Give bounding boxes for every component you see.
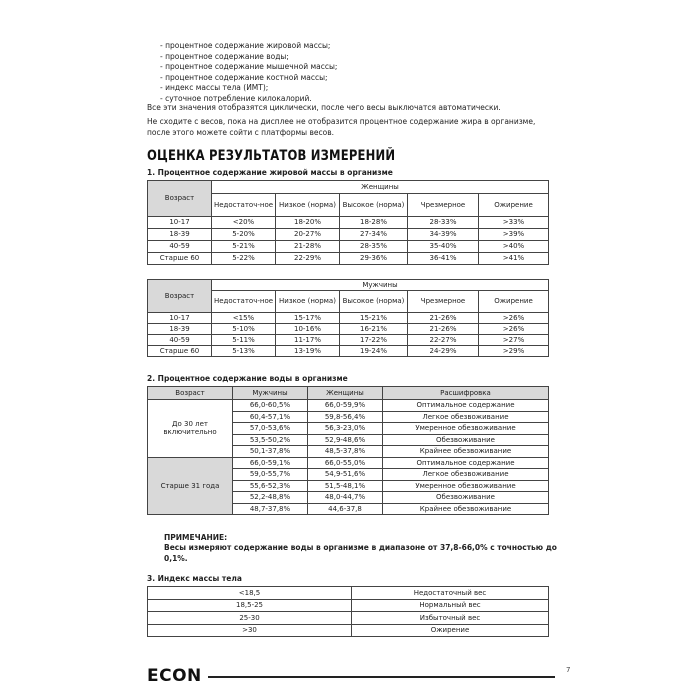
age-group-cell: До 30 лет включительно [148, 400, 233, 458]
table-cell: 54,9-51,6% [308, 469, 383, 481]
table-cell: 60,4-57,1% [233, 411, 308, 423]
column-header: Женщины [308, 387, 383, 400]
table-row [148, 241, 549, 253]
column-header: Низкое (норма) [276, 194, 340, 217]
table-row [148, 612, 549, 625]
section2-title: 2. Процентное содержание воды в организме [147, 374, 348, 383]
footer-divider [208, 676, 555, 678]
table-cell: 5-22% [212, 253, 276, 265]
table-cell: 5-20% [212, 229, 276, 241]
econ-logo: ECON [147, 666, 202, 686]
table-row [148, 587, 549, 600]
table-cell: 19-24% [340, 346, 408, 357]
table-cell: 5-11% [212, 335, 276, 346]
age-group-cell: Старше 31 года [148, 457, 233, 515]
water-table [147, 386, 549, 515]
column-header: Высокое (норма) [340, 194, 408, 217]
table-cell: >26% [479, 313, 549, 324]
table-cell: 10-17 [148, 217, 212, 229]
table-cell: Недостаточный вес [352, 587, 549, 600]
men-fat-table [147, 279, 549, 357]
table-cell: Легкое обезвоживание [383, 411, 549, 423]
list-item: - процентное содержание костной массы; [160, 72, 328, 82]
table-cell: >33% [479, 217, 549, 229]
table-cell: 44,6-37,8 [308, 503, 383, 515]
table-cell: 59,8-56,4% [308, 411, 383, 423]
table-cell: Старше 60 [148, 346, 212, 357]
table-cell: 18-39 [148, 324, 212, 335]
table-cell: 27-34% [340, 229, 408, 241]
column-header: Высокое (норма) [340, 291, 408, 313]
table-cell: 48,0-44,7% [308, 492, 383, 504]
table-cell: 15-21% [340, 313, 408, 324]
table-cell: Обезвоживание [383, 434, 549, 446]
list-item: - суточное потребление килокалорий. [160, 93, 312, 103]
table-cell: 35-40% [408, 241, 479, 253]
column-header: Возраст [148, 387, 233, 400]
table-cell: 40-59 [148, 335, 212, 346]
table-cell: 21-28% [276, 241, 340, 253]
table-cell: 21-26% [408, 324, 479, 335]
table-cell: 53,5-50,2% [233, 434, 308, 446]
table-cell: 20-27% [276, 229, 340, 241]
table-cell: 10-17 [148, 313, 212, 324]
table-cell: 50,1-37,8% [233, 446, 308, 458]
table-cell: Избыточный вес [352, 612, 549, 625]
men-header: Мужчины [212, 280, 549, 291]
table-row [148, 346, 549, 357]
table-cell: >30 [148, 624, 352, 637]
table-cell: Крайнее обезвоживание [383, 446, 549, 458]
table-cell: Оптимальное содержание [383, 457, 549, 469]
table-cell: 5-21% [212, 241, 276, 253]
table-cell: 16-21% [340, 324, 408, 335]
list-item: - процентное содержание жировой массы; [160, 41, 331, 50]
table-cell: 17-22% [340, 335, 408, 346]
table-cell: 52,2-48,8% [233, 492, 308, 504]
table-cell: >40% [479, 241, 549, 253]
column-header: Недостаточ-ное [212, 291, 276, 313]
table-row [148, 335, 549, 346]
table-cell: 52,9-48,6% [308, 434, 383, 446]
intro-list [160, 41, 337, 105]
bmi-table [147, 586, 549, 637]
table-cell: >29% [479, 346, 549, 357]
table-row [148, 217, 549, 229]
table-row [148, 624, 549, 637]
table-cell: 66,0-59,9% [308, 400, 383, 412]
table-cell: 56,3-23,0% [308, 423, 383, 435]
table-cell: 24-29% [408, 346, 479, 357]
table-row [148, 457, 549, 469]
table-cell: 66,0-55,0% [308, 457, 383, 469]
column-header: Чрезмерное [408, 291, 479, 313]
table-cell: >27% [479, 335, 549, 346]
section3-title: 3. Индекс массы тела [147, 574, 242, 583]
cycle-paragraph: Все эти значения отобразятся циклически, после чего весы выключатся автоматически. [147, 103, 501, 112]
table-row [148, 313, 549, 324]
table-cell: 22-29% [276, 253, 340, 265]
table-cell: 57,0-53,6% [233, 423, 308, 435]
table-cell: 5-13% [212, 346, 276, 357]
table-cell: 11-17% [276, 335, 340, 346]
table-cell: 48,7-37,8% [233, 503, 308, 515]
table-cell: 18-28% [340, 217, 408, 229]
table-row [148, 400, 549, 412]
women-fat-table [147, 180, 549, 265]
table-cell: <18,5 [148, 587, 352, 600]
table-cell: Легкое обезвоживание [383, 469, 549, 481]
table-cell: 21-26% [408, 313, 479, 324]
table-cell: Умеренное обезвоживание [383, 480, 549, 492]
table-cell: 25-30 [148, 612, 352, 625]
table-cell: >39% [479, 229, 549, 241]
list-item: - процентное содержание воды; [160, 51, 289, 61]
step-off-paragraph: Не сходите с весов, пока на дисплее не отобразится процентное содержание жира в организме, после этого можете сойти с платформы весов. [147, 117, 536, 137]
table-cell: Старше 60 [148, 253, 212, 265]
column-header: Ожирение [479, 194, 549, 217]
table-cell: Крайнее обезвоживание [383, 503, 549, 515]
list-item: - процентное содержание мышечной массы; [160, 62, 338, 72]
table-cell: 10-16% [276, 324, 340, 335]
table-cell: 29-36% [340, 253, 408, 265]
main-heading: ОЦЕНКА РЕЗУЛЬТАТОВ ИЗМЕРЕНИЙ [147, 148, 396, 164]
table-cell: 28-33% [408, 217, 479, 229]
table-cell: 48,5-37,8% [308, 446, 383, 458]
column-header: Недостаточ-ное [212, 194, 276, 217]
table-cell: 18-39 [148, 229, 212, 241]
table-cell: 55,6-52,3% [233, 480, 308, 492]
column-header: Мужчины [233, 387, 308, 400]
table-cell: 28-35% [340, 241, 408, 253]
table-row [148, 229, 549, 241]
table-row [148, 253, 549, 265]
note-title: ПРИМЕЧАНИЕ: [164, 533, 228, 542]
table-cell: 66,0-60,5% [233, 400, 308, 412]
age-header: Возраст [148, 181, 212, 217]
column-header: Ожирение [479, 291, 549, 313]
table-cell: 13-19% [276, 346, 340, 357]
table-cell: 40-59 [148, 241, 212, 253]
table-cell: 5-10% [212, 324, 276, 335]
table-cell: 18,5-25 [148, 599, 352, 612]
page-number: 7 [566, 666, 571, 674]
table-cell: Ожирение [352, 624, 549, 637]
table-cell: 59,0-55,7% [233, 469, 308, 481]
table-cell: 51,5-48,1% [308, 480, 383, 492]
note-text: Весы измеряют содержание воды в организме в диапазоне от 37,8-66,0% с точностью до 0,1%. [164, 543, 557, 563]
table-row [148, 324, 549, 335]
column-header: Чрезмерное [408, 194, 479, 217]
table-cell: Обезвоживание [383, 492, 549, 504]
section1-title: 1. Процентное содержание жировой массы в организме [147, 168, 393, 177]
table-cell: >26% [479, 324, 549, 335]
table-row [148, 599, 549, 612]
women-header: Женщины [212, 181, 549, 194]
table-cell: <15% [212, 313, 276, 324]
table-cell: 22-27% [408, 335, 479, 346]
table-cell: 15-17% [276, 313, 340, 324]
table-cell: 66,0-59,1% [233, 457, 308, 469]
table-cell: 18-20% [276, 217, 340, 229]
table-cell: Оптимальное содержание [383, 400, 549, 412]
table-cell: <20% [212, 217, 276, 229]
table-cell: Нормальный вес [352, 599, 549, 612]
column-header: Низкое (норма) [276, 291, 340, 313]
list-item: - индекс массы тела (ИМТ); [160, 83, 269, 93]
table-cell: Умеренное обезвоживание [383, 423, 549, 435]
table-cell: >41% [479, 253, 549, 265]
table-cell: 36-41% [408, 253, 479, 265]
table-cell: 34-39% [408, 229, 479, 241]
age-header: Возраст [148, 280, 212, 313]
column-header: Расшифровка [383, 387, 549, 400]
